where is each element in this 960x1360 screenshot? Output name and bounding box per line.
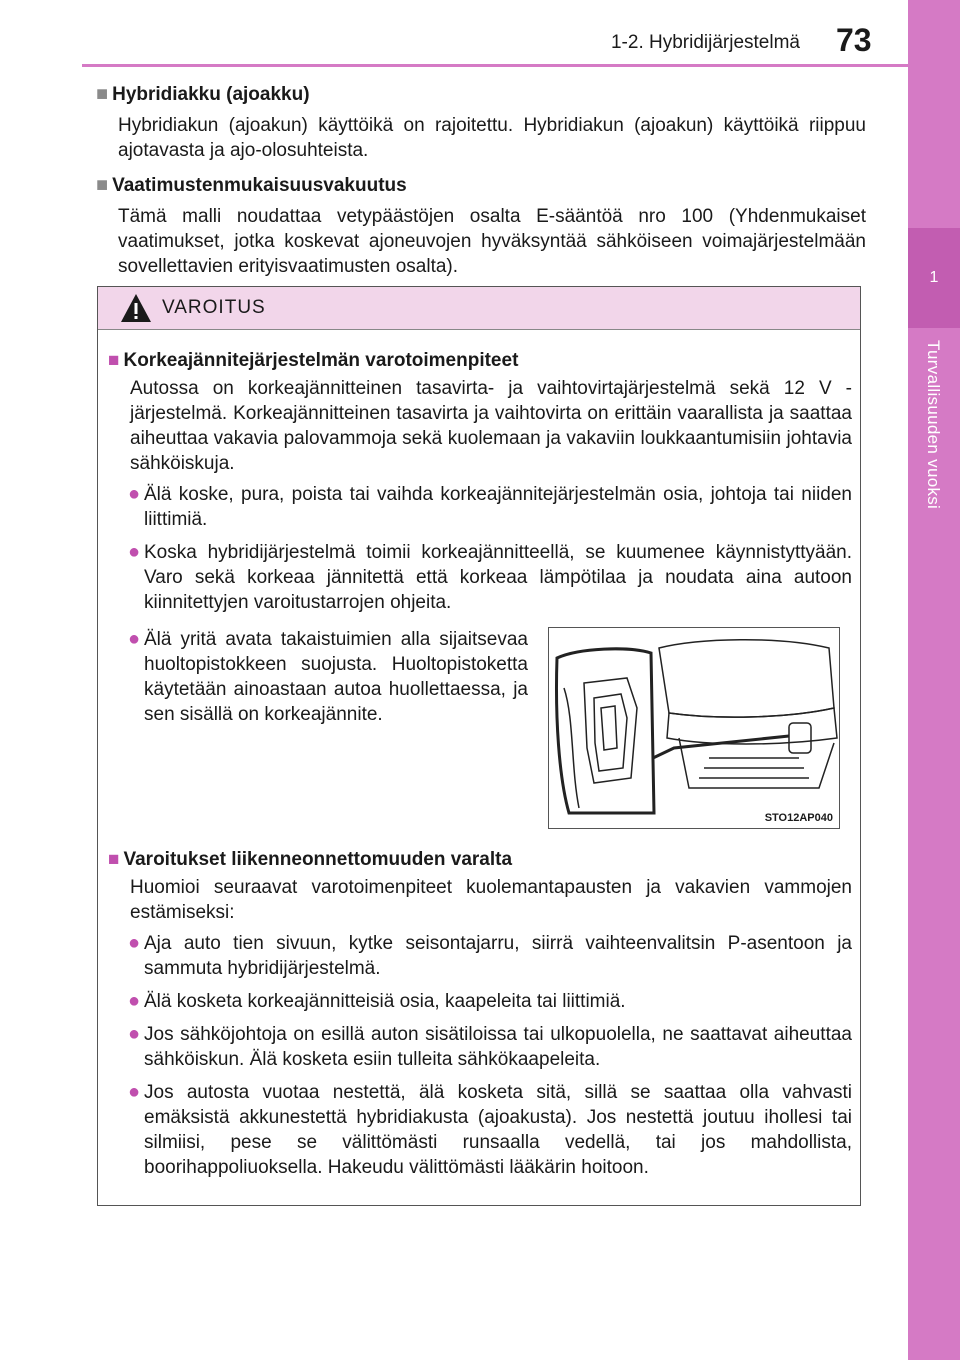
- dot-bullet-icon: ●: [128, 628, 141, 650]
- section-heading: ■ Hybridiakku (ajoakku): [96, 83, 310, 105]
- section-text: Tämä malli noudattaa vetypäästöjen osalta E-sääntöä nro 100 (Yhdenmukaiset vaatimukset, jotka koskevat ajoneuvojen hyväksyntää sähköiseen voimajärjestelmään sovellettavien erityisvaatimusten osalta).: [118, 206, 866, 277]
- header-rule: [82, 64, 908, 67]
- warning-heading: ■ Korkeajännitejärjestelmän varotoimenpiteet: [108, 350, 519, 371]
- warning-title: VAROITUS: [162, 297, 266, 318]
- side-tab-strip: [908, 0, 960, 1360]
- section-text: Hybridiakun (ajoakun) käyttöikä on rajoitettu. Hybridiakun (ajoakun) käyttöikä riippuu ajotavasta ja ajo-olosuhteista.: [118, 115, 866, 161]
- warning-box: [97, 286, 861, 1206]
- section-title: 1-2. Hybridijärjestelmä: [610, 32, 800, 53]
- dot-bullet-icon: ●: [128, 1023, 141, 1045]
- warning-text: Huomioi seuraavat varotoimenpiteet kuolemantapausten ja vakavien vammojen estämiseksi:: [130, 877, 852, 923]
- warning-text: Autossa on korkeajännitteinen tasavirta- ja vaihtovirtajärjestelmä sekä 12 V -järjestelmä. Korkeajännitteinen tasavirta ja vaihtovirta on erittäin vaarallista ja saattaa aiheuttaa vakavia palovammoja sekä kuolemaan ja vakaviin loukkaantumisiin johtavia sähköiskuja.: [130, 378, 852, 474]
- warning-triangle-icon: [120, 293, 152, 323]
- warning-header: [98, 287, 860, 330]
- warning-bullet: ● Aja auto tien sivuun, kytke seisontajarru, siirrä vaihteenvalitsin P-asentoon ja sammuta hybridijärjestelmä.: [128, 932, 852, 979]
- square-bullet-icon: ■: [108, 350, 120, 371]
- chapter-number: 1: [908, 228, 960, 328]
- image-bullet-row: [108, 623, 852, 829]
- square-bullet-icon: ■: [108, 849, 120, 870]
- warning-bullet: ● Koska hybridijärjestelmä toimii korkeajännitteellä, se kuumenee käynnistyttyään. Varo sekä korkeaa jännitettä että korkeaa lämpötilaa ja noudata aina autoon kiinnitettyjen varoitustarrojen ohjeita.: [128, 541, 852, 613]
- dot-bullet-icon: ●: [128, 541, 141, 563]
- figure-code: STO12AP040: [764, 812, 833, 824]
- warning-bullet: ● Älä koske, pura, poista tai vaihda korkeajännitejärjestelmän osia, johtoja tai niiden liittimiä.: [128, 483, 852, 530]
- warning-bullet: ● Jos sähköjohtoja on esillä auton sisätiloissa tai ulkopuolella, ne saattavat aiheuttaa sähköiskun. Älä kosketa esiin tulleita sähkökaapeleita.: [128, 1023, 852, 1070]
- warning-heading: ■ Varoitukset liikenneonnettomuuden varalta: [108, 849, 513, 870]
- square-bullet-icon: ■: [96, 174, 109, 196]
- dot-bullet-icon: ●: [128, 932, 141, 954]
- dot-bullet-icon: ●: [128, 483, 141, 505]
- service-plug-drawing: [549, 628, 839, 828]
- chapter-title: Turvallisuuden vuoksi: [924, 340, 943, 510]
- warning-bullet: ● Älä yritä avata takaistuimien alla sijaitsevaa huoltopistokkeen suojusta. Huoltopistoketta käytetään ainoastaan autoa huollettaessa, ja sen sisällä on korkeajännite.: [128, 627, 528, 821]
- dot-bullet-icon: ●: [128, 1081, 141, 1103]
- square-bullet-icon: ■: [96, 83, 109, 105]
- warning-bullet: ● Älä kosketa korkeajännitteisiä osia, kaapeleita tai liittimiä.: [128, 990, 626, 1012]
- main-content: [96, 76, 866, 287]
- page-number: 73: [836, 22, 872, 58]
- warning-body: [98, 330, 860, 1180]
- section-heading: ■ Vaatimustenmukaisuusvakuutus: [96, 174, 407, 196]
- service-plug-illustration: [548, 627, 840, 829]
- warning-bullet: ● Jos autosta vuotaa nestettä, älä kosketa sitä, sillä se saattaa olla vahvasti emäksistä akkunestettä hybridiakusta (ajoakusta). Jos nestettä joutuu ihollesi tai silmiisi, pese se välittömästi runsaalla vedellä, tai jos mahdollista, boorihappoliuoksella. Hakeudu välittömästi lääkärin hoitoon.: [128, 1081, 852, 1178]
- dot-bullet-icon: ●: [128, 990, 141, 1012]
